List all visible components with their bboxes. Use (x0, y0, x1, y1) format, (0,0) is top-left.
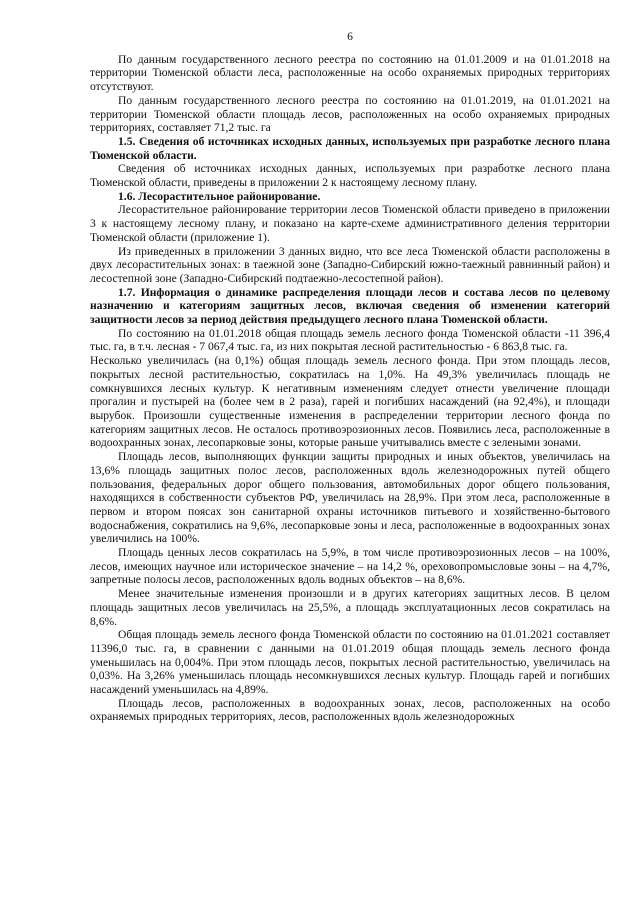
section-heading-1-5: 1.5. Сведения об источниках исходных данных, используемых при разработке лесного плана Тюменской области. (90, 134, 610, 162)
paragraph-zoning: Лесорастительное районирование территории лесов Тюменской области приведено в приложении 3 к настоящему лесному плану, и показано на карте-схеме административного деления территории Тюменской области (приложение 1). (90, 203, 610, 244)
section-heading-1-6: 1.6. Лесорастительное районирование. (118, 189, 321, 203)
paragraph-water-zones: Площадь лесов, расположенных в водоохранных зонах, лесов, расположенных на особо охраняемых природных территориях, лесов, расположенных вдоль железнодорожных (90, 696, 610, 724)
page-number: 6 (347, 30, 353, 43)
paragraph-sources: Сведения об источниках исходных данных, используемых при разработке лесного плана Тюменской области, приведены в приложении 2 к настоящему лесному плану. (90, 162, 610, 190)
section-heading-1-7: 1.7. Информация о динамике распределения площади лесов и состава лесов по целевому назначению и категориям защитных лесов, включая сведения об изменении категорий защитности лесов за период действия предыдущего лесного плана Тюменской области. (90, 285, 610, 327)
paragraph-protective-functions: Площадь лесов, выполняющих функции защиты природных и иных объектов, увеличилась на 13,6% площадь защитных полос лесов, расположенных вдоль железнодорожных путей общего пользования, федеральных дорог общего пользования, автомобильных дорог общего пользования, находящихся в собственности субъектов РФ, увеличилась на 28,9%. При этом леса, расположенные в первом и втором поясах зон санитарной охраны источников питьевого и хозяйственно-бытового водоснабжения, сократились на 9,6%, лесопарковые зоны и леса, расположенные в водоохранных зонах увеличились на 100%. (90, 450, 610, 546)
paragraph-zones: Из приведенных в приложении 3 данных видно, что все леса Тюменской области расположены в двух лесорастительных зонах: в таежной зоне (Западно-Сибирский южно-таежный равнинный район) и лесостепной зоне (Западно-Сибирский подтаежно-лесостепной район). (90, 244, 610, 285)
paragraph-valuable-forests: Площадь ценных лесов сократилась на 5,9%, в том числе противоэрозионных лесов – на 100%, лесов, имеющих научное или историческое значение – на 14,2 %, ореховопромысловые зоны – на 4,7%, запретные полосы лесов, расположенных вдоль водных объектов – на 8,6%. (90, 546, 610, 587)
paragraph-oopt-2009-2018: По данным государственного лесного реестра по состоянию на 01.01.2009 и на 01.01.2018 на территории Тюменской области леса, расположенные на особо охраняемых природных территориях отсутствуют. (90, 52, 610, 94)
paragraph-area-changes: Несколько увеличилась (на 0,1%) общая площадь земель лесного фонда. При этом площадь лесов, покрытых лесной растительностью, сократилась на 1,0%. На 49,3% увеличилась площадь не сомкнувшихся лесных культур. К негативным изменениям следует отнести увеличение площади прогалин и пустырей на (более чем в 2 раза), гарей и погибших насаждений (на 92,4%), и площади вырубок. Произошли существенные изменения в распределении территории лесного фонда по категориям защитных лесов. Не осталось противоэрозионных лесов. Появились леса, расположенные в водоохранных зонах, лесопарковые зоны, которые раньше учитывались вместе с зелеными зонами. (90, 354, 610, 450)
paragraph-area-2021: Общая площадь земель лесного фонда Тюменской области по состоянию на 01.01.2021 составляет 11396,0 тыс. га, в сравнении с данными на 01.01.2019 общая площадь земель лесного фонда уменьшилась на 0,004%. При этом площадь лесов, покрытых лесной растительностью, увеличилась на 0,03%. На 3,26% уменьшилась площадь несомкнувшихся лесных культур. Площадь гарей и погибших насаждений уменьшилась на 4,89%. (90, 628, 610, 697)
paragraph-oopt-2019-2021: По данным государственного лесного реестра по состоянию на 01.01.2019, на 01.01.2021 на территории Тюменской области площадь лесов, расположенных на особо охраняемых природных территориях, составляет 71,2 тыс. га (90, 93, 610, 135)
paragraph-area-2018: По состоянию на 01.01.2018 общая площадь земель лесного фонда Тюменской области -11 396,4 тыс. га, в т.ч. лесная - 7 067,4 тыс. га, из них покрытая лесной растительностью - 6 863,8 тыс. га. (90, 326, 610, 354)
paragraph-other-categories: Менее значительные изменения произошли и в других категориях защитных лесов. В целом площадь защитных лесов увеличилась на 25,5%, а площадь эксплуатационных лесов сократилась на 8,6%. (90, 587, 610, 628)
